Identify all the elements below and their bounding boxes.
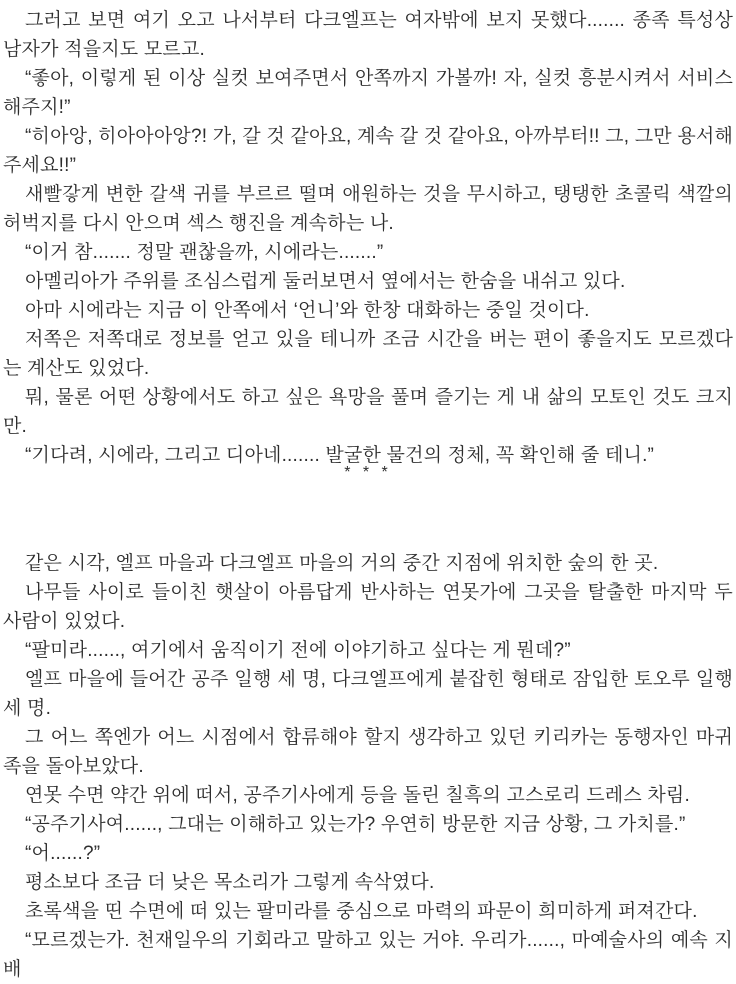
paragraph: 나무들 사이로 들이친 햇살이 아름답게 반사하는 연못가에 그곳을 탈출한 마지막 두 사람이 있었다.: [3, 582, 733, 632]
scene-break-divider: * * *: [344, 464, 392, 481]
paragraph: “어......?”: [25, 843, 101, 864]
paragraph: 뭐, 물론 어떤 상황에서도 하고 싶은 욕망을 풀며 즐기는 게 내 삶의 모토인 것도 크지만.: [3, 387, 733, 437]
paragraph: 초록색을 띤 수면에 떠 있는 팔미라를 중심으로 마력의 파문이 희미하게 퍼져간다.: [25, 901, 698, 922]
paragraph: 아마 시에라는 지금 이 안쪽에서 ‘언니’와 한창 대화하는 중일 것이다.: [25, 300, 590, 321]
text-section-2: [0, 549, 736, 984]
paragraph: 저쪽은 저쪽대로 정보를 얻고 있을 테니까 조금 시간을 버는 편이 좋을지도 모르겠다는 계산도 있었다.: [3, 329, 733, 379]
paragraph: 같은 시각, 엘프 마을과 다크엘프 마을의 거의 중간 지점에 위치한 숲의 한 곳.: [25, 553, 659, 574]
paragraph: 그러고 보면 여기 오고 나서부터 다크엘프는 여자밖에 보지 못했다....... 종족 특성상 남자가 적을지도 모르고.: [3, 10, 733, 60]
paragraph: “좋아, 이렇게 된 이상 실컷 보여주면서 안쪽까지 가볼까! 자, 실컷 흥분시켜서 서비스해주지!”: [3, 68, 733, 118]
paragraph: 엘프 마을에 들어간 공주 일행 세 명, 다크엘프에게 붙잡힌 형태로 잠입한 토오루 일행 세 명.: [3, 669, 733, 719]
paragraph: 아멜리아가 주위를 조심스럽게 둘러보면서 옆에서는 한숨을 내쉬고 있다.: [25, 271, 626, 292]
paragraph: “이거 참....... 정말 괜찮을까, 시에라는.......”: [25, 242, 384, 263]
paragraph: 그 어느 쪽엔가 어느 시점에서 합류해야 할지 생각하고 있던 키리카는 동행자인 마귀족을 돌아보았다.: [3, 727, 733, 777]
paragraph: “히아앙, 히아아아앙?! 가, 갈 것 같아요, 계속 갈 것 같아요, 아까부터!! 그, 그만 용서해 주세요!!”: [3, 126, 733, 176]
paragraph: 연못 수면 약간 위에 떠서, 공주기사에게 등을 돌린 칠흑의 고스로리 드레스 차림.: [25, 785, 690, 806]
paragraph: 새빨갛게 변한 갈색 귀를 부르르 떨며 애원하는 것을 무시하고, 탱탱한 초콜릭 색깔의 허벅지를 다시 안으며 섹스 행진을 계속하는 나.: [3, 184, 733, 234]
text-section-1: [0, 0, 736, 470]
paragraph: “모르겠는가. 천재일우의 기회라고 말하고 있는 거야. 우리가......, 마예술사의 예속 지배: [3, 930, 733, 980]
paragraph: “공주기사여......, 그대는 이해하고 있는가? 우연히 방문한 지금 상황, 그 가치를.”: [25, 814, 686, 835]
paragraph: 평소보다 조금 더 낮은 목소리가 그렇게 속삭였다.: [25, 872, 435, 893]
paragraph: “기다려, 시에라, 그리고 디아네....... 발굴한 물건의 정체, 꼭 확인해 줄 테니.”: [25, 445, 655, 466]
paragraph: “팔미라......, 여기에서 움직이기 전에 이야기하고 싶다는 게 뭔데?”: [25, 640, 571, 661]
